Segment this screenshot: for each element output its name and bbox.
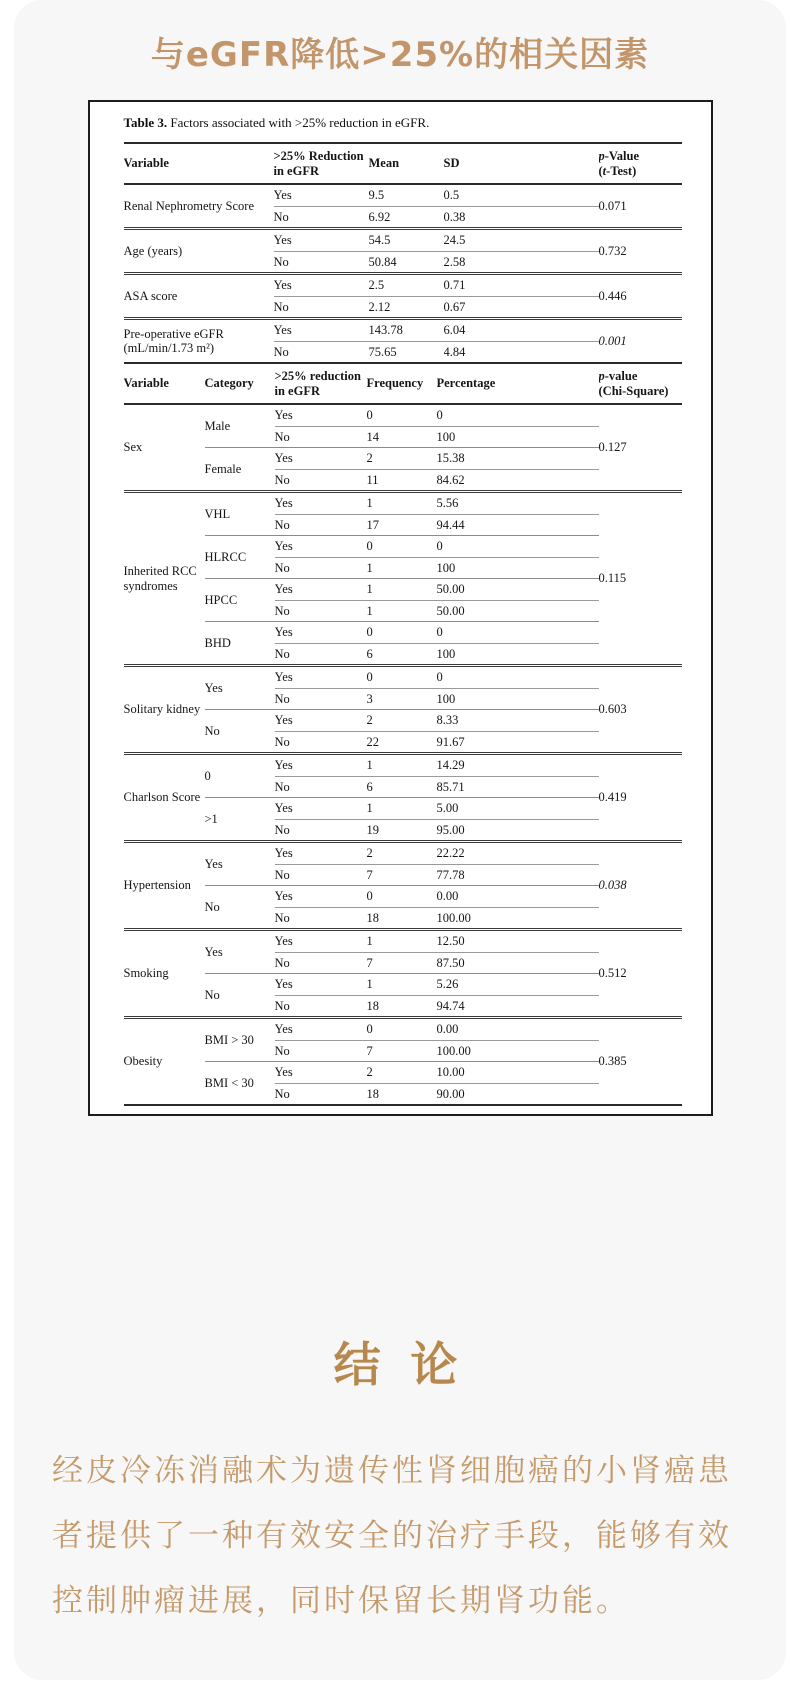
table-row <box>124 448 682 470</box>
reduction-cell: Yes <box>275 622 367 644</box>
category-cell: 0 <box>205 754 275 798</box>
percentage-cell: 100 <box>437 643 599 666</box>
p-value-cell: 0.419 <box>599 754 682 842</box>
conclusion-paragraph <box>52 1439 756 1634</box>
percentage-cell: 8.33 <box>437 710 599 732</box>
table-row <box>124 579 682 601</box>
header-p-value-ttest <box>599 143 682 184</box>
reduction-cell: Yes <box>275 579 367 601</box>
sd-cell: 0.5 <box>444 184 599 206</box>
p-value-cell: 0.446 <box>599 274 682 319</box>
percentage-cell: 0 <box>437 404 599 426</box>
table-row <box>124 798 682 820</box>
header-p-rest: -Value <box>604 149 640 163</box>
reduction-cell: Yes <box>274 229 369 252</box>
reduction-cell: No <box>275 864 367 886</box>
percentage-cell: 0.00 <box>437 886 599 908</box>
variable-cell: Hypertension <box>124 842 205 930</box>
variable-cell: Renal Nephrometry Score <box>124 184 274 229</box>
reduction-cell: Yes <box>274 184 369 206</box>
table-row <box>124 930 682 953</box>
frequency-cell: 7 <box>367 864 437 886</box>
percentage-cell: 85.71 <box>437 776 599 798</box>
mean-cell: 50.84 <box>369 251 444 274</box>
reduction-cell: No <box>275 557 367 579</box>
mean-cell: 6.92 <box>369 206 444 229</box>
mean-cell: 75.65 <box>368 344 397 359</box>
category-cell: BMI < 30 <box>204 1075 254 1090</box>
frequency-cell: 11 <box>367 469 437 492</box>
header-reduction2-line2: in eGFR <box>274 383 320 398</box>
frequency-cell: 2 <box>367 1062 437 1084</box>
category-cell: No <box>205 710 275 754</box>
p-value-cell: 0.732 <box>599 229 682 274</box>
header-sd: SD <box>444 143 599 184</box>
conclusion-line: 控制肿瘤进展，同时保留长期肾功能。 <box>52 1583 630 1619</box>
frequency-cell: 0 <box>367 886 437 908</box>
table-row <box>124 274 682 297</box>
variable-cell: Charlson Score <box>124 754 205 842</box>
reduction-cell: No <box>274 296 369 319</box>
category-cell: >1 <box>205 798 275 842</box>
p-value-cell: 0.001 <box>598 333 627 348</box>
header-p2-italic: p <box>598 369 605 383</box>
reduction-cell: No <box>274 206 369 229</box>
frequency-cell: 3 <box>367 688 437 710</box>
frequency-cell: 2 <box>367 448 437 470</box>
percentage-cell: 14.29 <box>437 754 599 777</box>
chisquare-table-body <box>124 404 682 1105</box>
header-reduction2 <box>275 363 367 404</box>
category-cell: HPCC <box>205 579 275 622</box>
frequency-cell: 0 <box>367 622 437 644</box>
variable-cell: Inherited RCC syndromes <box>124 492 205 666</box>
table-caption-label: Table 3. <box>123 115 168 130</box>
category-cell: Yes <box>205 930 275 974</box>
mean-cell: 143.78 <box>369 319 444 342</box>
table-caption-text: Factors associated with >25% reduction in eGFR. <box>167 115 430 130</box>
reduction-cell: No <box>275 907 367 930</box>
variable-cell: Obesity <box>123 1054 163 1069</box>
table-row <box>124 1062 682 1084</box>
frequency-cell: 0 <box>367 666 437 689</box>
sd-cell: 0.71 <box>444 274 599 297</box>
chisquare-table <box>124 362 682 1106</box>
frequency-cell: 1 <box>367 754 437 777</box>
sd-cell: 24.5 <box>444 229 599 252</box>
table-row <box>124 622 682 644</box>
frequency-cell: 0 <box>367 404 437 426</box>
header-p2-rest: -value <box>604 369 638 383</box>
frequency-cell: 19 <box>367 819 437 842</box>
p-value-cell: 0.038 <box>599 842 682 930</box>
mean-cell: 9.5 <box>369 184 444 206</box>
reduction-cell: No <box>275 469 367 492</box>
table-row <box>124 1018 682 1041</box>
table-row <box>124 319 682 342</box>
category-cell: Male <box>205 404 275 448</box>
reduction-cell: No <box>275 643 367 666</box>
reduction-cell: No <box>274 1086 290 1101</box>
reduction-cell: Yes <box>275 448 367 470</box>
reduction-cell: No <box>275 731 367 754</box>
frequency-cell: 7 <box>367 1040 437 1062</box>
table-row <box>124 842 682 865</box>
p-value-cell: 0.127 <box>599 404 682 492</box>
header-t-rest: -Test) <box>606 163 637 178</box>
sd-cell: 0.38 <box>444 206 599 229</box>
percentage-cell: 90.00 <box>436 1086 465 1101</box>
header-t-pre: ( <box>598 163 603 178</box>
frequency-cell: 1 <box>367 600 437 622</box>
frequency-cell: 7 <box>367 952 437 974</box>
percentage-cell: 0 <box>437 666 599 689</box>
header-reduction2-line1: >25% reduction <box>274 369 361 383</box>
conclusion-line: 者提供了一种有效安全的治疗手段，能够有效 <box>52 1518 732 1554</box>
reduction-cell: Yes <box>275 1062 367 1084</box>
reduction-cell: No <box>275 952 367 974</box>
sd-cell: 2.58 <box>444 251 599 274</box>
table-caption <box>124 115 678 131</box>
ttest-table-body <box>124 184 682 362</box>
reduction-cell: Yes <box>275 754 367 777</box>
header-t-italic: t <box>602 163 607 178</box>
percentage-cell: 100 <box>437 688 599 710</box>
chisquare-header-row <box>124 363 682 404</box>
reduction-cell: Yes <box>275 886 367 908</box>
reduction-cell: Yes <box>275 492 367 515</box>
mean-cell: 2.12 <box>369 296 444 319</box>
category-cell: VHL <box>205 492 275 536</box>
reduction-cell: Yes <box>275 798 367 820</box>
percentage-cell: 0.00 <box>437 1018 599 1041</box>
frequency-cell: 14 <box>367 426 437 448</box>
percentage-cell: 0 <box>437 622 599 644</box>
reduction-cell: Yes <box>274 274 369 297</box>
percentage-cell: 50.00 <box>437 579 599 601</box>
percentage-cell: 15.38 <box>437 448 599 470</box>
sd-cell: 6.04 <box>444 319 599 342</box>
table-panel <box>88 100 713 1116</box>
category-cell: BMI > 30 <box>205 1018 275 1062</box>
header-percentage: Percentage <box>437 363 599 404</box>
mean-cell: 2.5 <box>369 274 444 297</box>
reduction-cell: Yes <box>275 710 367 732</box>
percentage-cell: 5.56 <box>437 492 599 515</box>
reduction-cell: No <box>275 688 367 710</box>
reduction-cell: Yes <box>275 1018 367 1041</box>
percentage-cell: 5.00 <box>437 798 599 820</box>
table-row <box>124 886 682 908</box>
variable-cell: Age (years) <box>124 229 274 274</box>
percentage-cell: 10.00 <box>437 1062 599 1084</box>
frequency-cell: 17 <box>367 514 437 536</box>
frequency-cell: 6 <box>367 643 437 666</box>
frequency-cell: 2 <box>367 842 437 865</box>
conclusion-line: 经皮冷冻消融术为遗传性肾细胞癌的小肾癌患 <box>52 1453 732 1489</box>
reduction-cell: No <box>275 819 367 842</box>
percentage-cell: 100 <box>437 426 599 448</box>
frequency-cell: 18 <box>367 995 437 1018</box>
frequency-cell: 0 <box>367 536 437 558</box>
header-p-italic: p <box>598 149 605 163</box>
p-value-cell: 0.385 <box>598 1054 627 1069</box>
percentage-cell: 100 <box>437 557 599 579</box>
reduction-cell: No <box>275 426 367 448</box>
category-cell: No <box>205 974 275 1018</box>
category-cell: Yes <box>205 666 275 710</box>
percentage-cell: 94.44 <box>437 514 599 536</box>
category-cell: HLRCC <box>205 536 275 579</box>
frequency-cell: 1 <box>367 557 437 579</box>
p-value-cell: 0.115 <box>599 492 682 666</box>
table-row <box>124 404 682 426</box>
p-value-cell: 0.512 <box>599 930 682 1018</box>
reduction-cell: Yes <box>275 666 367 689</box>
percentage-cell: 100.00 <box>437 907 599 930</box>
page-title: 与eGFR降低>25%的相关因素 <box>150 35 650 75</box>
percentage-cell: 87.50 <box>437 952 599 974</box>
variable-cell: ASA score <box>124 274 274 319</box>
reduction-cell: No <box>275 600 367 622</box>
content-card <box>14 0 786 1680</box>
p-value-cell: 0.603 <box>599 666 682 754</box>
table-row <box>124 710 682 732</box>
variable-cell: Sex <box>124 404 205 492</box>
variable-cell: Pre-operative eGFR (mL/min/1.73 m²) <box>123 326 224 355</box>
ttest-header-row <box>124 143 682 184</box>
table-row <box>124 492 682 515</box>
frequency-cell: 1 <box>367 579 437 601</box>
table-row <box>124 229 682 252</box>
percentage-cell: 77.78 <box>437 864 599 886</box>
header-frequency: Frequency <box>367 363 437 404</box>
ttest-table <box>124 142 682 362</box>
category-cell: BHD <box>205 622 275 666</box>
header-category: Category <box>205 363 275 404</box>
frequency-cell: 18 <box>367 907 437 930</box>
header-p-value-chisquare <box>599 363 682 404</box>
variable-cell: Smoking <box>124 930 205 1018</box>
frequency-cell: 1 <box>367 930 437 953</box>
reduction-cell: Yes <box>275 404 367 426</box>
reduction-cell: No <box>275 1040 367 1062</box>
frequency-cell: 6 <box>367 776 437 798</box>
category-cell: No <box>205 886 275 930</box>
variable-cell: Solitary kidney <box>124 666 205 754</box>
reduction-cell: Yes <box>275 842 367 865</box>
sd-cell: 0.67 <box>444 296 599 319</box>
reduction-cell: No <box>275 776 367 798</box>
header-mean: Mean <box>369 143 444 184</box>
header-variable: Variable <box>124 143 274 184</box>
table-row <box>124 184 682 206</box>
reduction-cell: Yes <box>275 974 367 996</box>
percentage-cell: 95.00 <box>437 819 599 842</box>
frequency-cell: 1 <box>367 974 437 996</box>
frequency-cell: 1 <box>367 492 437 515</box>
sd-cell: 4.84 <box>443 344 466 359</box>
frequency-cell: 18 <box>366 1086 379 1101</box>
header-reduction-line1: >25% Reduction <box>273 149 364 163</box>
reduction-cell: Yes <box>275 930 367 953</box>
percentage-cell: 91.67 <box>437 731 599 754</box>
category-cell: Yes <box>205 842 275 886</box>
header-chisquare-label: (Chi-Square) <box>598 383 669 398</box>
frequency-cell: 0 <box>367 1018 437 1041</box>
reduction-cell: Yes <box>275 536 367 558</box>
percentage-cell: 100.00 <box>437 1040 599 1062</box>
frequency-cell: 22 <box>367 731 437 754</box>
percentage-cell: 22.22 <box>437 842 599 865</box>
mean-cell: 54.5 <box>369 229 444 252</box>
frequency-cell: 1 <box>367 798 437 820</box>
reduction-cell: No <box>275 514 367 536</box>
category-cell: Female <box>205 448 275 492</box>
percentage-cell: 94.74 <box>437 995 599 1018</box>
table-row <box>124 974 682 996</box>
reduction-cell: No <box>273 344 289 359</box>
percentage-cell: 0 <box>437 536 599 558</box>
reduction-cell: No <box>275 995 367 1018</box>
reduction-cell: Yes <box>274 319 369 342</box>
table-row <box>124 754 682 777</box>
p-value-cell: 0.071 <box>599 184 682 229</box>
frequency-cell: 2 <box>367 710 437 732</box>
table-row <box>124 666 682 689</box>
header-reduction-line2: in eGFR <box>273 163 319 178</box>
header-variable2: Variable <box>124 363 205 404</box>
percentage-cell: 84.62 <box>437 469 599 492</box>
reduction-cell: No <box>274 251 369 274</box>
percentage-cell: 12.50 <box>437 930 599 953</box>
percentage-cell: 5.26 <box>437 974 599 996</box>
percentage-cell: 50.00 <box>437 600 599 622</box>
header-reduction <box>274 143 369 184</box>
table-row <box>124 536 682 558</box>
conclusion-heading: 结 论 <box>333 1340 467 1392</box>
